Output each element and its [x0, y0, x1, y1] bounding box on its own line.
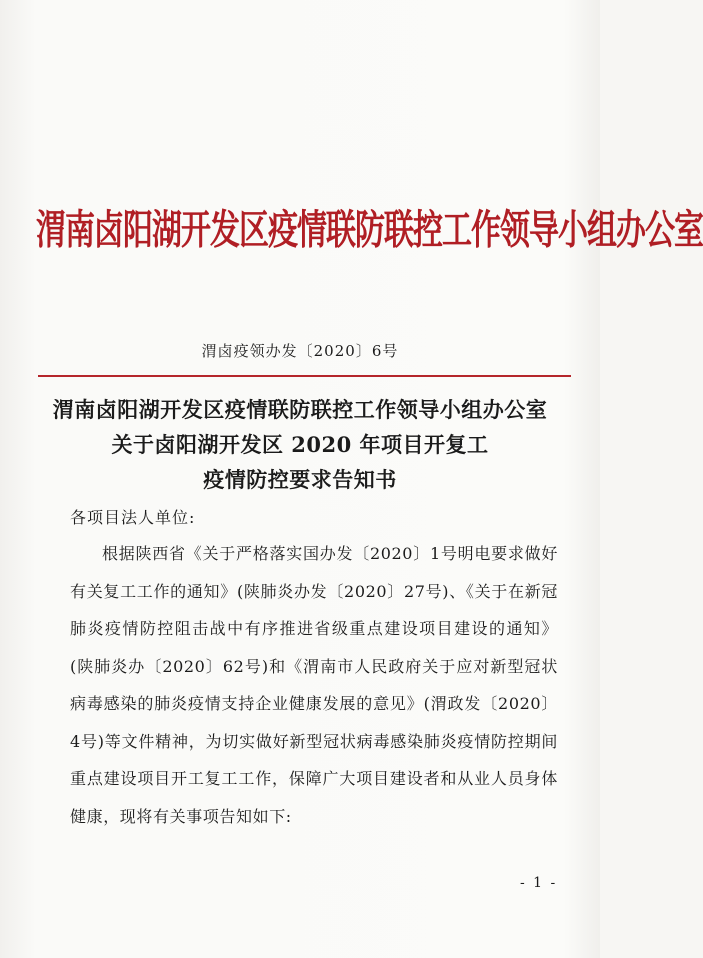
page-number: - 1 -	[520, 875, 558, 891]
red-divider-line	[38, 375, 571, 377]
document-number: 渭卤疫领办发〔2020〕6号	[201, 342, 399, 360]
document-title	[0, 392, 600, 497]
title-line-1: 渭南卤阳湖开发区疫情联防联控工作领导小组办公室	[52, 397, 548, 422]
title-line-3: 疫情防控要求告知书	[203, 467, 397, 492]
red-header-title: 渭南卤阳湖开发区疫情联防联控工作领导小组办公室	[36, 206, 703, 255]
title-line-2: 关于卤阳湖开发区 2020 年项目开复工	[111, 432, 489, 457]
body-paragraph: 根据陕西省《关于严格落实国办发〔2020〕1号明电要求做好有关复工工作的通知》(陕肺炎办发〔2020〕27号)、《关于在新冠肺炎疫情防控阻击战中有序推进省级重点建设项目建设的通知》(陕肺炎办〔2020〕62号)和《渭南市人民政府关于应对新型冠状病毒感染的肺炎疫情支持企业健康发展的意见》(渭政发〔2020〕4号)等文件精神，为切实做好新型冠状病毒感染肺炎疫情防控期间重点建设项目开工复工工作，保障广大项目建设者和从业人员身体健康，现将有关事项告知如下:	[70, 544, 558, 826]
salutation: 各项目法人单位:	[70, 508, 196, 527]
